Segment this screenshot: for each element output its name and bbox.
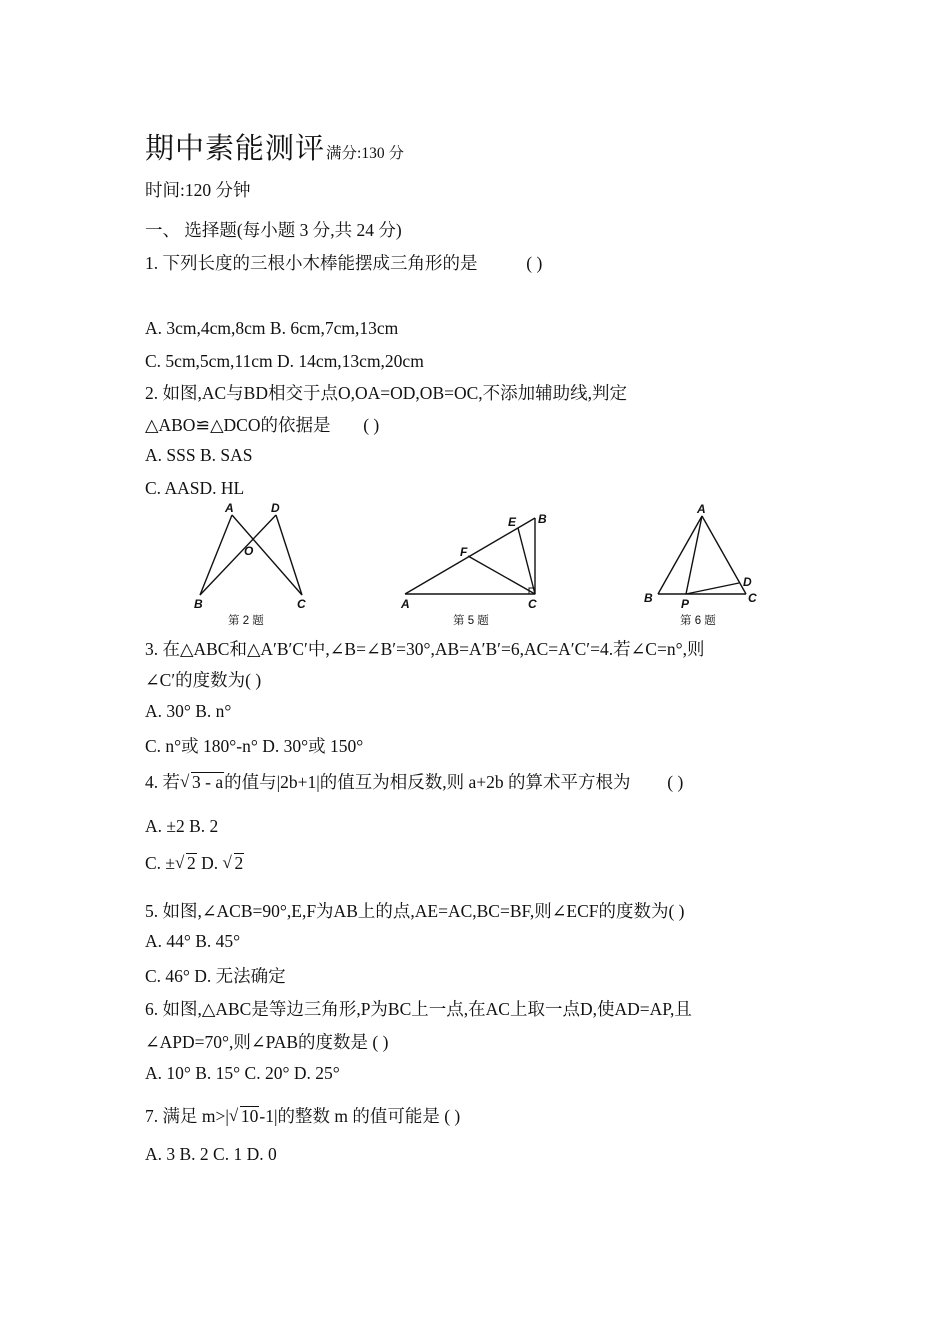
section-heading: 一、 选择题(每小题 3 分,共 24 分) — [145, 220, 402, 240]
sqrt-sign — [180, 770, 224, 794]
full-score: 满分:130 分 — [326, 145, 404, 162]
radicand: 2 — [234, 853, 244, 873]
question-7-options: A. 3 B. 2 C. 1 D. 0 — [145, 1144, 277, 1164]
label-d: D — [271, 501, 280, 515]
label-b: B — [644, 591, 653, 605]
answer-paren: ( ) — [372, 1032, 389, 1052]
title-row — [145, 126, 404, 167]
label-d: D — [743, 575, 752, 589]
label-p: P — [681, 597, 690, 611]
figure-2-caption: 第 2 题 — [228, 615, 264, 627]
question-5-options-ab: A. 44° B. 45° — [145, 931, 241, 951]
question-4-stem — [145, 770, 683, 794]
question-3-options-ab: A. 30° B. n° — [145, 701, 232, 721]
question-7-suffix: -1|的整数 m 的值可能是 — [259, 1106, 440, 1126]
label-e: E — [508, 515, 517, 529]
figure-6 — [644, 502, 757, 627]
question-1-options-ab: A. 3cm,4cm,8cm B. 6cm,7cm,13cm — [145, 318, 399, 338]
radicand: 3 - a — [192, 772, 224, 792]
label-c: C — [297, 597, 306, 611]
question-1-stem — [145, 251, 542, 275]
label-f: F — [460, 545, 468, 559]
question-1-options-cd: C. 5cm,5cm,11cm D. 14cm,13cm,20cm — [145, 351, 424, 371]
question-2-options-cd: C. AASD. HL — [145, 478, 245, 498]
question-3-options-cd: C. n°或 180°-n° D. 30°或 150° — [145, 736, 364, 756]
question-5-line1: 5. 如图,∠ACB=90°,E,F为AB上的点,AE=AC,BC=BF,则∠ECF的度数为( ) — [145, 901, 685, 921]
question-6-line1: 6. 如图,△ABC是等边三角形,P为BC上一点,在AC上取一点D,使AD=AP,且 — [145, 999, 692, 1019]
answer-paren: ( ) — [444, 1106, 461, 1126]
figure-6-caption: 第 6 题 — [680, 615, 716, 627]
question-2-line2 — [145, 413, 379, 437]
label-c: C — [528, 597, 537, 611]
question-6-text: ∠APD=70°,则∠PAB的度数是 — [145, 1032, 369, 1052]
figures-strip — [180, 500, 780, 632]
page-title: 期中素能测评 — [145, 131, 326, 165]
question-2-line1: 2. 如图,AC与BD相交于点O,OA=OD,OB=OC,不添加辅助线,判定 — [145, 383, 628, 403]
figure-5-caption: 第 5 题 — [453, 615, 489, 627]
label-a: A — [697, 502, 706, 516]
label-o: O — [244, 544, 254, 558]
radicand: 10 — [240, 1106, 259, 1126]
label-a: A — [225, 501, 234, 515]
figure-5 — [400, 512, 547, 627]
question-3-line2: ∠C′的度数为( ) — [145, 670, 262, 690]
question-2-options-ab: A. SSS B. SAS — [145, 445, 253, 465]
exam-time: 时间:120 分钟 — [145, 180, 251, 200]
question-4-prefix: 4. 若 — [145, 772, 180, 792]
answer-paren: ( ) — [363, 415, 380, 435]
question-6-line2 — [145, 1030, 388, 1054]
question-1-text: 1. 下列长度的三根小木棒能摆成三角形的是 — [145, 253, 478, 273]
label-b: B — [538, 512, 547, 526]
question-2-text: △ABO≌△DCO的依据是 — [145, 415, 331, 435]
label-a: A — [401, 597, 410, 611]
option-c-prefix: C. ± — [145, 853, 176, 873]
figure-2 — [194, 501, 306, 627]
label-c: C — [748, 591, 757, 605]
question-7-stem — [145, 1104, 460, 1128]
label-b: B — [194, 597, 203, 611]
question-4-options-ab: A. ±2 B. 2 — [145, 816, 219, 836]
sqrt-sign — [175, 851, 197, 875]
sqrt-sign — [223, 851, 245, 875]
question-4-suffix: 的值与|2b+1|的值互为相反数,则 a+2b 的算术平方根为 — [224, 772, 631, 792]
question-5-options-cd: C. 46° D. 无法确定 — [145, 966, 286, 986]
question-7-prefix: 7. 满足 m>| — [145, 1106, 229, 1126]
answer-paren: ( ) — [526, 253, 543, 273]
radicand: 2 — [187, 853, 196, 873]
sqrt-sign — [229, 1104, 260, 1128]
answer-paren: ( ) — [667, 772, 684, 792]
question-6-options: A. 10° B. 15° C. 20° D. 25° — [145, 1063, 340, 1083]
question-3-line1: 3. 在△ABC和△A′B′C′中,∠B=∠B′=30°,AB=A′B′=6,AC=A′C′=4.若∠C=n°,则 — [145, 639, 705, 659]
option-d-prefix: D. — [196, 853, 223, 873]
question-4-options-cd — [145, 851, 244, 875]
